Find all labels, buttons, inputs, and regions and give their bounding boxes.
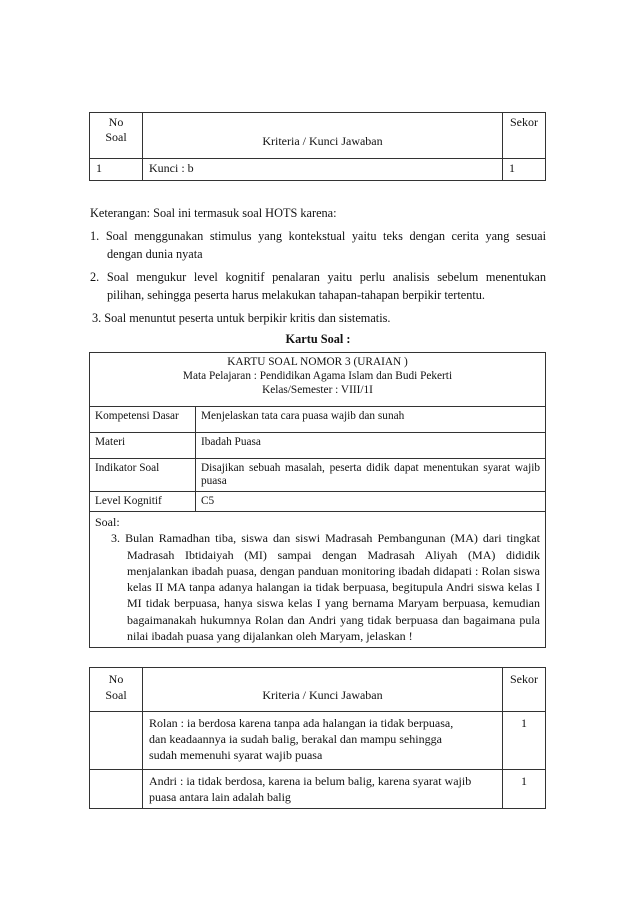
answer-table-1 [89,112,546,181]
kartu-header [90,353,546,407]
kartu-title: KARTU SOAL NOMOR 3 (URAIAN ) [227,356,408,368]
header-no-soal [90,113,143,159]
materi-label: Materi [90,433,196,459]
t3-header-no: No [108,672,124,686]
indikator-label: Indikator Soal [90,459,196,492]
keterangan-item-2: 2. Soal mengukur level kognitif penalaran yaitu perlu analisis sebelum menentukan [90,270,546,284]
row-no: 1 [90,159,143,181]
kartu-soal-heading: Kartu Soal : [285,332,351,346]
kartu-kelas: Kelas/Semester : VIII/1I [262,384,373,396]
materi-value: Ibadah Puasa [196,433,546,459]
header-sekor: Sekor [503,113,546,159]
t3-row1-text: Rolan : ia berdosa karena tanpa ada halangan ia tidak berpuasa, dan keadaannya ia sudah balig, berakal dan mampu sehingga sudah memenuhi syarat wajib puasa [143,712,503,770]
t3-header-sekor: Sekor [503,668,546,712]
keterangan-intro: Keterangan: Soal ini termasuk soal HOTS karena: [90,206,337,220]
soal-cell [90,512,546,648]
keterangan-item-2-cont: pilihan, sehingga peserta harus melakukan tahapan-tahapan berpikir tertentu. [107,288,485,302]
kartu-soal-table [89,352,546,648]
t3-header-kriteria: Kriteria / Kunci Jawaban [143,668,503,712]
kd-label: Kompetensi Dasar [90,407,196,433]
header-no: No [108,115,124,129]
soal-text: 3. Bulan Ramadhan tiba, siswa dan siswi Madrasah Pembangunan (MA) dari tingkat Madrasah Ibtidaiyah (MI) sampai dengan Madrasah Aliyah (MA) dididik menjalankan ibadah puasa, dengan panduan monitoring ibadah didapati : Rolan siswa kelas II MA tanpa adanya halangan ia tidak berpuasa, begitupula Andri siswa kelas I MI tidak berpuasa, hanya siswa kelas I yang bernama Maryam berpuasa, kemudian bagaimanakah hukumnya Rolan dan Andri yang tidak berpuasa dan bagaimana pula nilai ibadah puasa yang dijalankan oleh Maryam, jelaskan ! [111,531,540,644]
header-soal: Soal [105,130,127,144]
row-sekor: 1 [503,159,546,181]
level-label: Level Kognitif [90,492,196,512]
row-kunci: Kunci : b [143,159,503,181]
answer-table-3 [89,667,546,809]
soal-label: Soal: [95,515,120,529]
kartu-mapel: Mata Pelajaran : Pendidikan Agama Islam dan Budi Pekerti [182,370,453,382]
keterangan-item-1: 1. Soal menggunakan stimulus yang kontekstual yaitu teks dengan cerita yang sesuai [90,229,546,243]
t3-header-no-soal [90,668,143,712]
t3-header-soal: Soal [105,688,127,702]
t3-row1-sekor: 1 [503,712,546,770]
t3-row2-sekor: 1 [503,770,546,809]
keterangan-item-3: 3. Soal menuntut peserta untuk berpikir kritis dan sistematis. [92,311,391,325]
t3-row2-text: Andri : ia tidak berdosa, karena ia belum balig, karena syarat wajib puasa antara lain adalah balig [143,770,503,809]
keterangan-item-1-cont: dengan dunia nyata [107,247,203,261]
t3-row2-no [90,770,143,809]
kd-value: Menjelaskan tata cara puasa wajib dan sunah [196,407,546,433]
header-kriteria: Kriteria / Kunci Jawaban [143,113,503,159]
level-value: C5 [196,492,546,512]
indikator-value: Disajikan sebuah masalah, peserta didik dapat menentukan syarat wajib puasa [196,459,546,492]
t3-row1-no [90,712,143,770]
